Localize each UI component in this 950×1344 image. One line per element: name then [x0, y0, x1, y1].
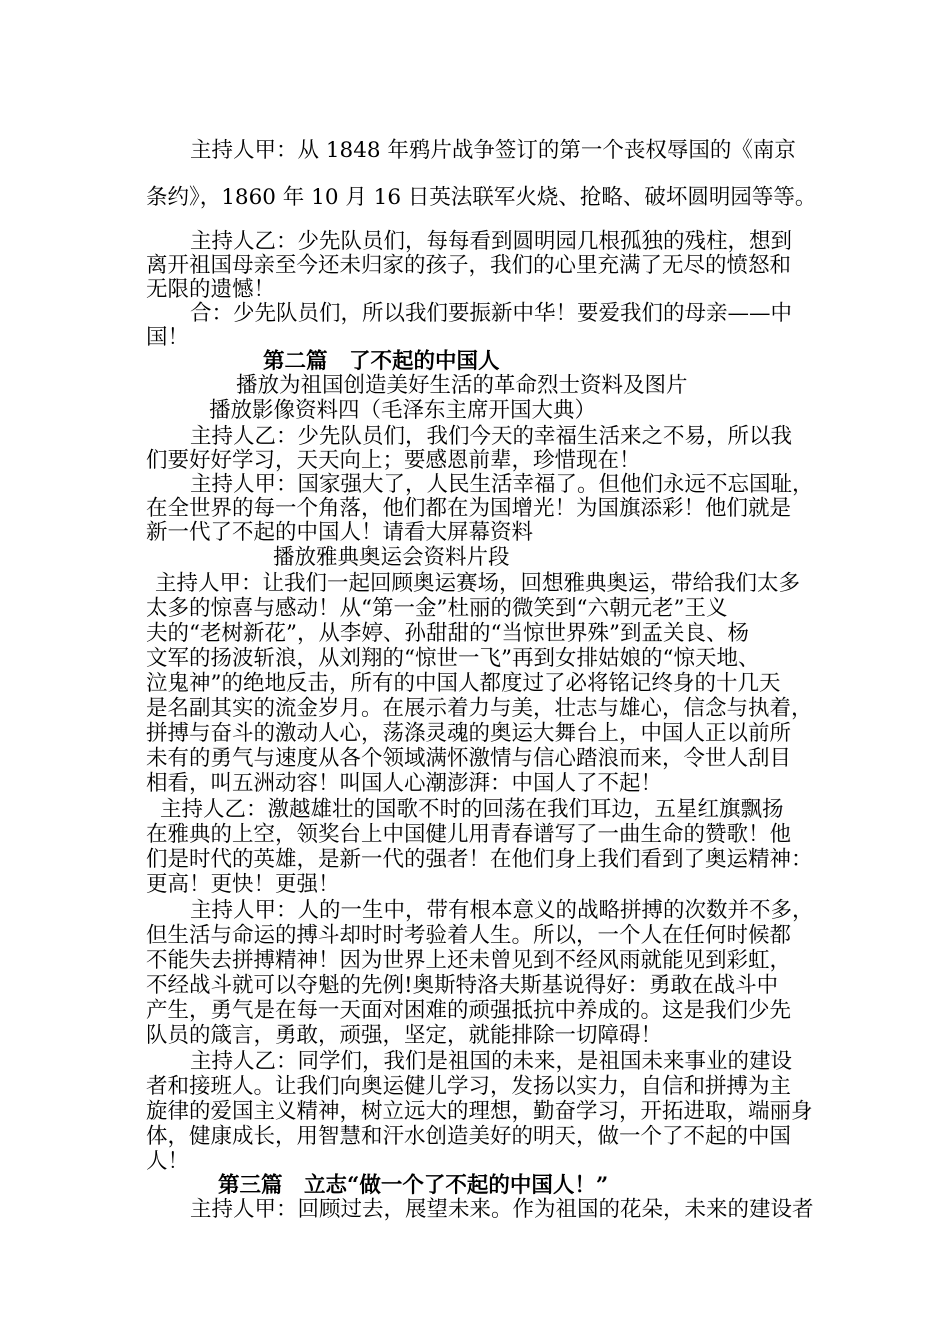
paragraph-line: 旋律的爱国主义精神，树立远大的理想，勤奋学习，开拓进取，端丽身 — [146, 1099, 813, 1124]
paragraph-line: 国！ — [146, 325, 190, 350]
paragraph-line: 未有的勇气与速度从各个领域满怀激情与信心踏浪而来，令世人刮目 — [146, 746, 792, 771]
paragraph-line: 不经战斗就可以夺魁的先例!奥斯特洛夫斯基说得好：勇敢在战斗中 — [146, 973, 779, 998]
paragraph-line: 泣鬼神”的绝地反击，所有的中国人都度过了必将铭记终身的十几天 — [146, 671, 781, 696]
paragraph-line: 人！ — [146, 1149, 190, 1174]
paragraph-line: 主持人甲：从 1848 年鸦片战争签订的第一个丧权辱国的《南京 — [190, 138, 796, 163]
paragraph-line: 合：少先队员们，所以我们要振新中华！要爱我们的母亲——中 — [190, 301, 793, 326]
paragraph-line: 离开祖国母亲至今还未归家的孩子，我们的心里充满了无尽的愤怒和 — [146, 253, 792, 278]
paragraph-line: 夫的“老树新花”，从李婷、孙甜甜的“当惊世界殊”到孟关良、杨 — [146, 621, 749, 646]
stage-direction: 播放影像资料四（毛泽东主席开国大典） — [209, 398, 597, 423]
paragraph-line: 主持人甲：国家强大了，人民生活幸福了。但他们永远不忘国耻， — [190, 472, 814, 497]
paragraph-line: 相看，叫五洲动容！叫国人心潮澎湃：中国人了不起！ — [146, 771, 663, 796]
paragraph-line: 拼搏与奋斗的激动人心，荡涤灵魂的奥运大舞台上，中国人正以前所 — [146, 721, 792, 746]
paragraph-line: 们要好好学习，天天向上；要感恩前辈，珍惜现在！ — [146, 448, 641, 473]
paragraph-line: 主持人乙：激越雄壮的国歌不时的回荡在我们耳边，五星红旗飘扬 — [160, 797, 784, 822]
paragraph-line: 条约》，1860 年 10 月 16 日英法联军火烧、抢略、破坏圆明园等等。 — [146, 185, 817, 210]
section-heading: 第三篇 立志“做一个了不起的中国人！” — [218, 1173, 609, 1198]
paragraph-line: 主持人乙：少先队员们，每每看到圆明园几根孤独的残柱，想到 — [190, 229, 793, 254]
paragraph-line: 在雅典的上空，领奖台上中国健儿用青春谱写了一曲生命的赞歌！他 — [146, 822, 792, 847]
section-heading: 第二篇 了不起的中国人 — [263, 349, 500, 374]
paragraph-line: 无限的遗憾！ — [146, 277, 276, 302]
paragraph-line: 者和接班人。让我们向奥运健儿学习，发扬以实力，自信和拼搏为主 — [146, 1074, 792, 1099]
paragraph-line: 主持人甲：让我们一起回顾奥运赛场，回想雅典奥运，带给我们太多 — [155, 571, 801, 596]
paragraph-line: 是名副其实的流金岁月。在展示着力与美，壮志与雄心，信念与执着， — [146, 696, 813, 721]
stage-direction: 播放雅典奥运会资料片段 — [273, 545, 510, 570]
paragraph-line: 们是时代的英雄，是新一代的强者！在他们身上我们看到了奥运精神： — [146, 847, 813, 872]
paragraph-line: 文军的扬波斩浪，从刘翔的“惊世一飞”再到女排姑娘的“惊天地、 — [146, 646, 760, 671]
stage-direction: 播放为祖国创造美好生活的革命烈士资料及图片 — [236, 373, 688, 398]
paragraph-line: 主持人甲：回顾过去，展望未来。作为祖国的花朵，未来的建设者 — [190, 1197, 814, 1222]
paragraph-line: 体，健康成长，用智慧和汗水创造美好的明天，做一个了不起的中国 — [146, 1124, 792, 1149]
paragraph-line: 队员的箴言，勇敢，顽强，坚定，就能排除一切障碍！ — [146, 1023, 663, 1048]
paragraph-line: 但生活与命运的搏斗却时时考验着人生。所以，一个人在任何时候都 — [146, 923, 792, 948]
paragraph-line: 在全世界的每一个角落，他们都在为国增光！为国旗添彩！他们就是 — [146, 496, 792, 521]
paragraph-line: 太多的惊喜与感动！从“第一金”杜丽的微笑到“六朝元老”王义 — [146, 596, 728, 621]
paragraph-line: 更高！更快！更强！ — [146, 872, 340, 897]
paragraph-line: 新一代了不起的中国人！请看大屏幕资料 — [146, 520, 534, 545]
paragraph-line: 不能失去拼搏精神！因为世界上还未曾见到不经风雨就能见到彩虹， — [146, 948, 792, 973]
paragraph-line: 主持人乙：同学们，我们是祖国的未来，是祖国未来事业的建设 — [190, 1049, 793, 1074]
paragraph-line: 产生，勇气是在每一天面对困难的顽强抵抗中养成的。这是我们少先 — [146, 998, 792, 1023]
paragraph-line: 主持人甲：人的一生中，带有根本意义的战略拼搏的次数并不多， — [190, 898, 814, 923]
paragraph-line: 主持人乙：少先队员们，我们今天的幸福生活来之不易，所以我 — [190, 424, 793, 449]
